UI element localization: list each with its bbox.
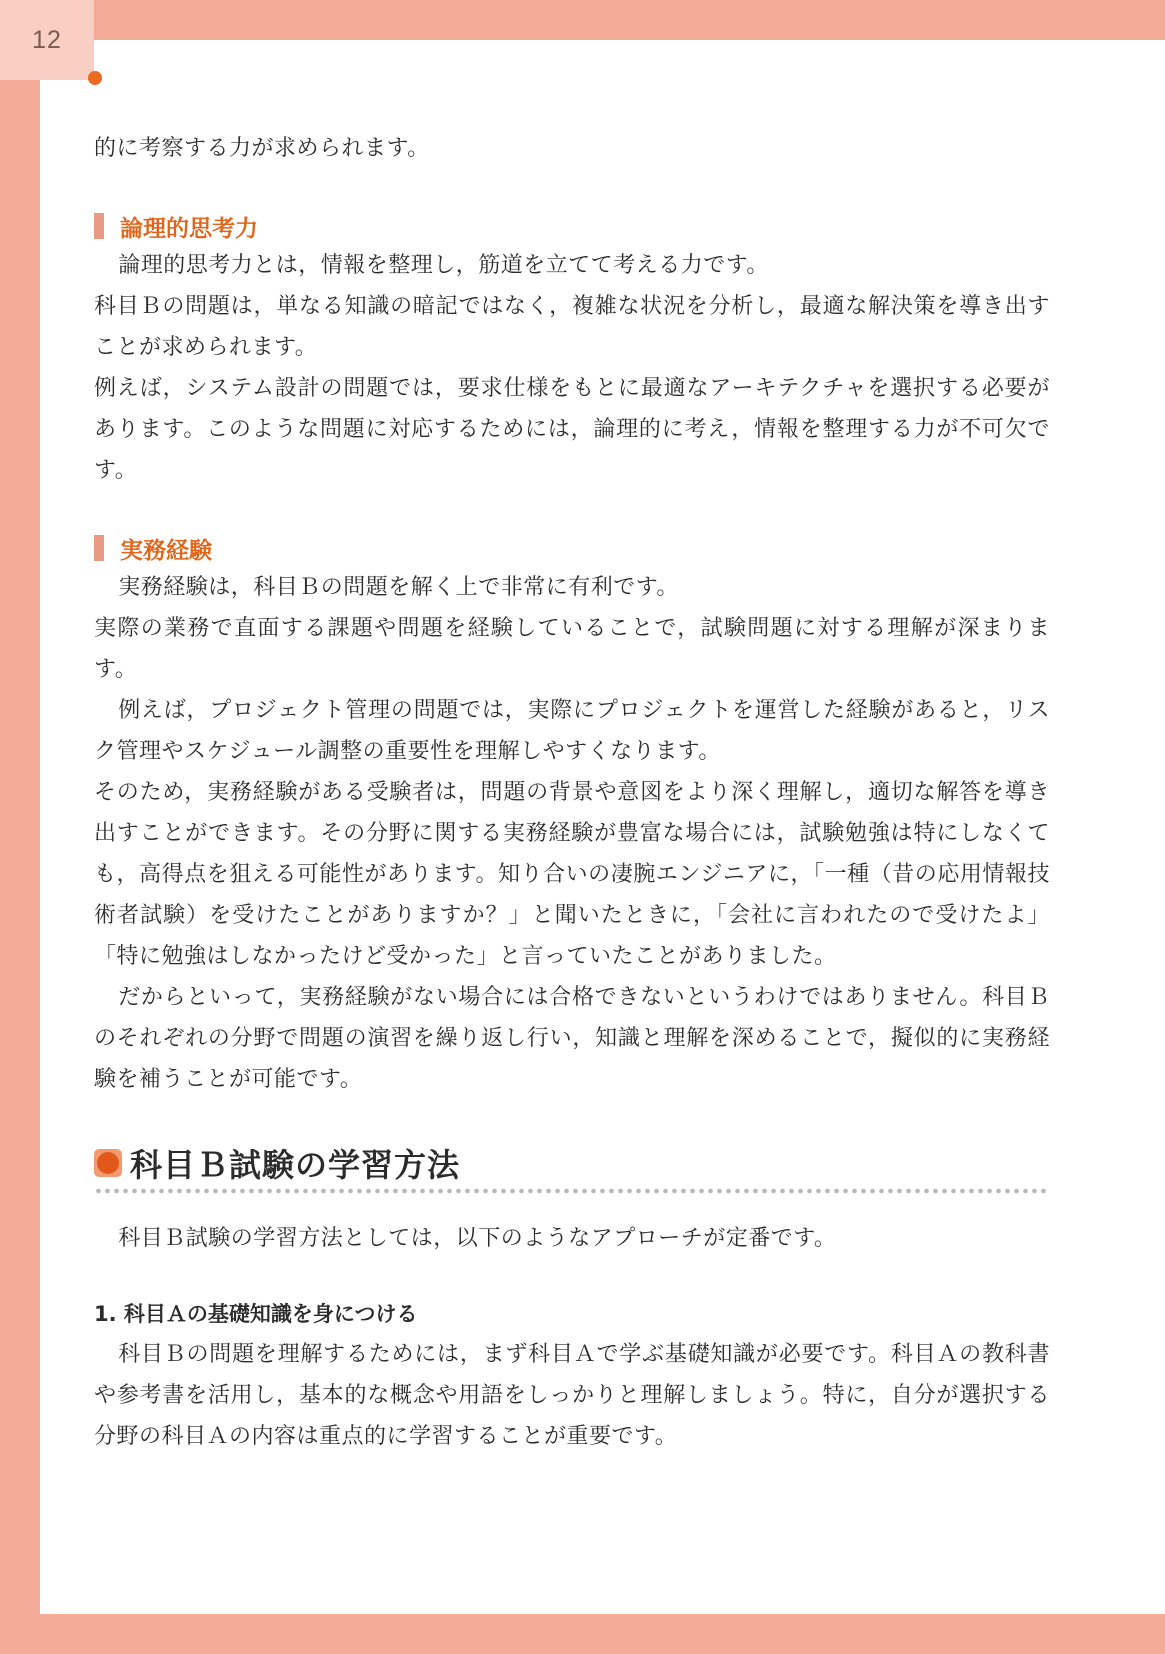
logic-paragraph-2: 科目Ｂの問題は，単なる知識の暗記ではなく，複雑な状況を分析し，最適な解決策を導き出すことが求められます。: [94, 294, 1050, 360]
page-number-dot: [88, 71, 102, 85]
page-frame-left: [0, 0, 40, 1654]
heading-bar-marker: [94, 213, 104, 239]
heading-bar-marker: [94, 535, 104, 561]
section-heading-practice-text: 実務経験: [120, 537, 212, 564]
page-frame-top: [0, 0, 1165, 40]
practice-paragraph-4: そのため，実務経験がある受験者は，問題の背景や意図をより深く理解し，適切な解答を導き出すことができます。その分野に関する実務経験が豊富な場合には，試験勉強は特にしなくても，高得点を狙える可能性があります。知り合いの凄腕エンジニアに，「一種（昔の応用情報技術者試験）を受けたことがありますか？」と聞いたときに，「会社に言われたので受けたよ」「特に勉強はしなかったけど受かった」と言っていたことがありました。: [94, 780, 1050, 969]
section-heading-practice: [94, 529, 1050, 567]
practice-paragraph-1: 実務経験は，科目Ｂの問題を解く上で非常に有利です。: [118, 575, 679, 600]
section-heading-logic-text: 論理的思考力: [120, 215, 258, 242]
page-frame-bottom: [0, 1614, 1165, 1654]
study-intro-paragraph: 科目Ｂ試験の学習方法としては，以下のようなアプローチが定番です。: [118, 1226, 837, 1251]
practice-paragraph-2: 実際の業務で直面する課題や問題を経験していることで，試験問題に対する理解が深まります。: [94, 616, 1050, 682]
intro-paragraph: 的に考察する力が求められます。: [94, 136, 430, 161]
page-content: [94, 128, 1050, 1457]
study-item-1-paragraph: 科目Ｂの問題を理解するためには，まず科目Ａで学ぶ基礎知識が必要です。科目Ａの教科書や参考書を活用し，基本的な概念や用語をしっかりと理解しましょう。特に，自分が選択する分野の科目Ａの内容は重点的に学習することが重要です。: [94, 1342, 1050, 1449]
heading-circle-icon: [94, 1149, 122, 1177]
logic-paragraph-1: 論理的思考力とは，情報を整理し，筋道を立てて考える力です。: [118, 253, 769, 278]
practice-paragraph-5: だからといって，実務経験がない場合には合格できないというわけではありません。科目Ｂのそれぞれの分野で問題の演習を繰り返し行い，知識と理解を深めることで，擬似的に実務経験を補うことが可能です。: [94, 985, 1050, 1092]
section-heading-study-text: 科目Ｂ試験の学習方法: [130, 1146, 461, 1184]
practice-paragraph-3: 例えば，プロジェクト管理の問題では，実際にプロジェクトを運営した経験があると，リスク管理やスケジュール調整の重要性を理解しやすくなります。: [94, 698, 1050, 764]
page-number: 12: [0, 0, 94, 80]
section-heading-study: [94, 1130, 1050, 1196]
dotted-divider: [94, 1188, 1050, 1194]
logic-paragraph-3: 例えば，システム設計の問題では，要求仕様をもとに最適なアーキテクチャを選択する必要があります。このような問題に対応するためには，論理的に考え，情報を整理する力が不可欠です。: [94, 376, 1050, 483]
section-heading-logic: [94, 207, 1050, 245]
study-item-1-heading: 1. 科目Ａの基礎知識を身につける: [94, 1302, 418, 1326]
